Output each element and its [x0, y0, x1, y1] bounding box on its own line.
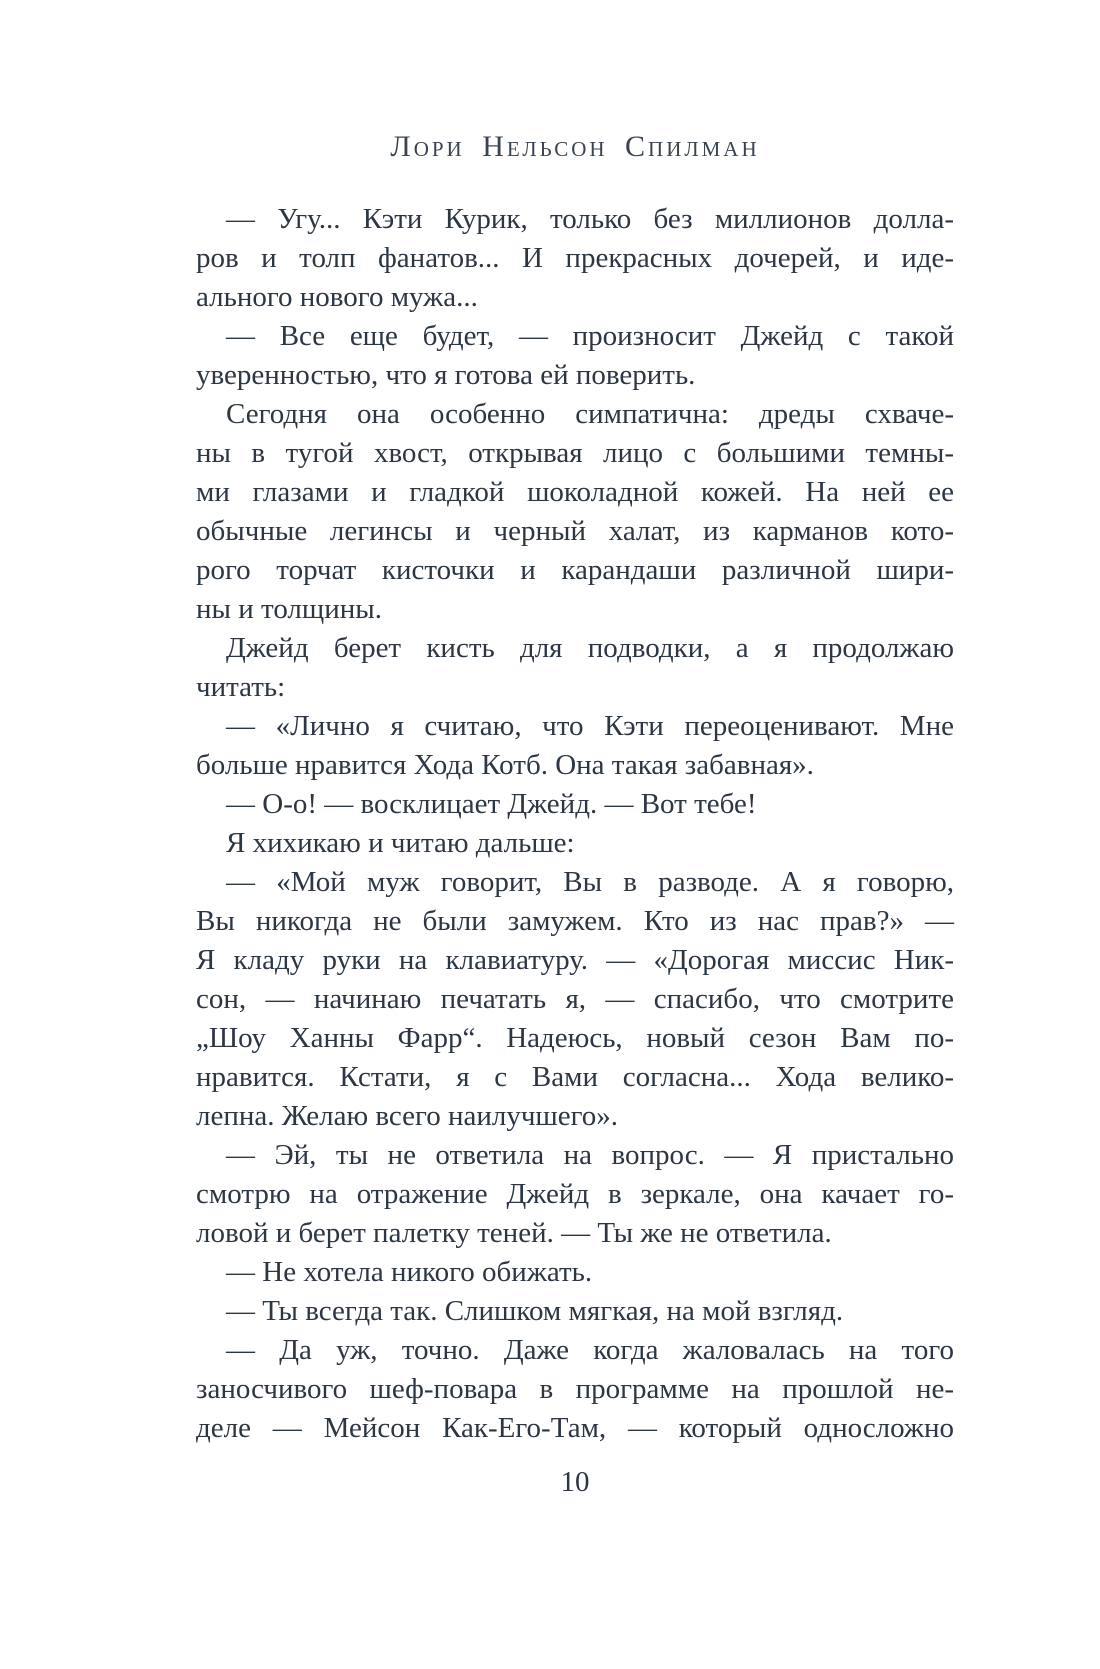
- text-line: ны в тугой хвост, открывая лицо с большими темны-: [196, 437, 954, 469]
- text-line: Джейд берет кисть для подводки, а я продолжаю: [226, 632, 954, 664]
- text-line: — Все еще будет, — произносит Джейд с такой: [226, 320, 954, 352]
- text-line: — Ты всегда так. Слишком мягкая, на мой взгляд.: [226, 1295, 844, 1327]
- paragraph: [196, 200, 954, 317]
- paragraph: [196, 629, 954, 707]
- text-line: Сегодня она особенно симпатична: дреды схваче-: [226, 398, 954, 430]
- text-line: читать:: [196, 671, 286, 703]
- text-line: сон, — начинаю печатать я, — спасибо, что смотрите: [196, 983, 954, 1015]
- paragraph: [196, 1253, 954, 1292]
- paragraph: [196, 317, 954, 395]
- running-header: Лори Нельсон Спилман: [390, 130, 760, 163]
- text-line: „Шоу Ханны Фарр“. Надеюсь, новый сезон Вам по-: [196, 1022, 954, 1054]
- text-line: деле — Мейсон Как-Его-Там, — который односложно: [196, 1412, 954, 1444]
- text-line: ального нового мужа...: [196, 281, 478, 313]
- text-line: — Не хотела никого обижать.: [226, 1256, 593, 1288]
- text-line: обычные легинсы и черный халат, из карманов кото-: [196, 515, 954, 547]
- paragraph: [196, 395, 954, 629]
- paragraph: [196, 1136, 954, 1253]
- text-line: Я хихикаю и читаю дальше:: [226, 827, 575, 859]
- paragraph: [196, 707, 954, 785]
- text-line: — О-о! — восклицает Джейд. — Вот тебе!: [226, 788, 757, 820]
- text-line: лепна. Желаю всего наилучшего».: [196, 1100, 619, 1132]
- paragraph: [196, 824, 954, 863]
- text-line: Я кладу руки на клавиатуру. — «Дорогая миссис Ник-: [196, 944, 954, 976]
- text-line: — «Лично я считаю, что Кэти переоценивают. Мне: [226, 710, 954, 742]
- text-line: ми глазами и гладкой шоколадной кожей. На ней ее: [196, 476, 954, 508]
- paragraph: [196, 1331, 954, 1448]
- text-line: больше нравится Хода Котб. Она такая забавная».: [196, 749, 814, 781]
- text-line: — Угу... Кэти Курик, только без миллионов долла-: [226, 203, 954, 235]
- text-line: — Да уж, точно. Даже когда жаловалась на того: [226, 1334, 954, 1366]
- paragraph: [196, 1292, 954, 1331]
- text-line: Вы никогда не были замужем. Кто из нас прав?» —: [196, 905, 954, 937]
- paragraph: [196, 785, 954, 824]
- paragraph: [196, 863, 954, 1136]
- text-line: рого торчат кисточки и карандаши различной шири-: [196, 554, 954, 586]
- text-line: — «Мой муж говорит, Вы в разводе. А я говорю,: [226, 866, 954, 898]
- text-line: ны и толщины.: [196, 593, 383, 625]
- text-line: ров и толп фанатов... И прекрасных дочерей, и иде-: [196, 242, 954, 274]
- text-line: нравится. Кстати, я с Вами согласна... Хода велико-: [196, 1061, 954, 1093]
- text-line: заносчивого шеф-повара в программе на прошлой не-: [196, 1373, 954, 1405]
- text-line: — Эй, ты не ответила на вопрос. — Я пристально: [226, 1139, 954, 1171]
- text-line: смотрю на отражение Джейд в зеркале, она качает го-: [196, 1178, 954, 1210]
- text-block: [196, 200, 954, 1448]
- page-number: 10: [560, 1466, 590, 1498]
- text-line: ловой и берет палетку теней. — Ты же не ответила.: [196, 1217, 832, 1249]
- text-line: уверенностью, что я готова ей поверить.: [196, 359, 696, 391]
